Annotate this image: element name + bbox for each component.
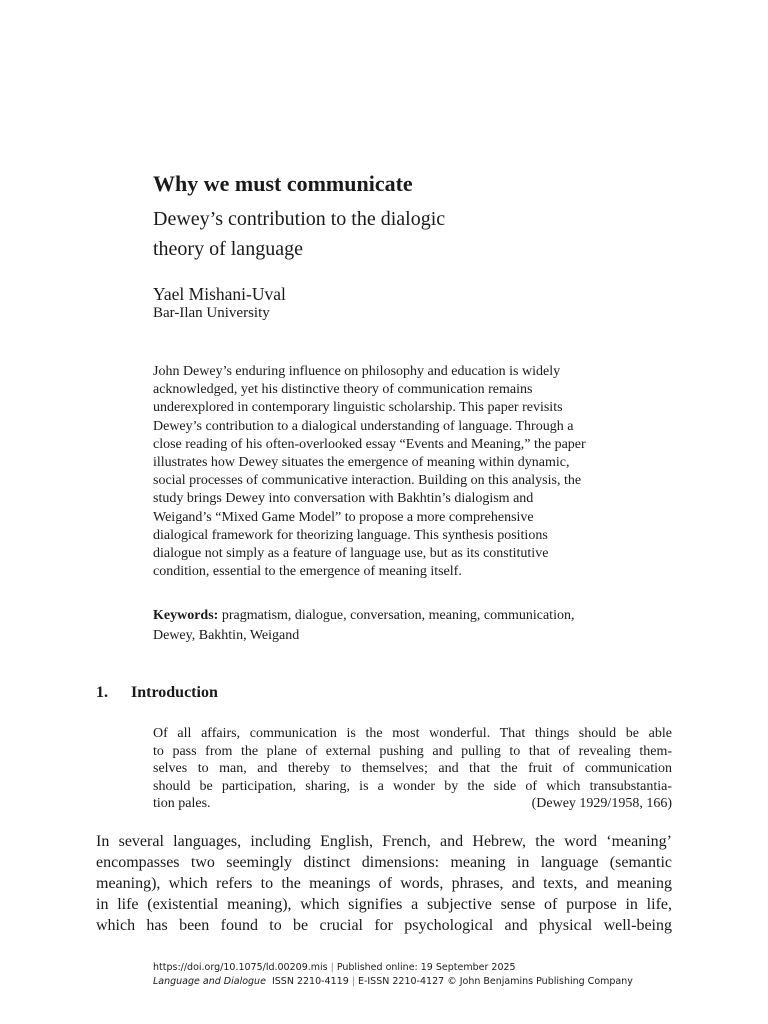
keywords-label: Keywords:	[153, 608, 219, 623]
abstract-line: close reading of his often-overlooked essay “Events and Meaning,” the paper	[153, 436, 586, 452]
abstract-line: Weigand’s “Mixed Game Model” to propose a more comprehensive	[153, 509, 534, 525]
footer-line	[153, 961, 633, 975]
journal-name: Language and Dialogue	[153, 976, 266, 987]
author-name: Yael Mishani-Uval	[153, 284, 286, 304]
abstract-line: condition, essential to the emergence of meaning itself.	[153, 564, 462, 580]
quote-citation: (Dewey 1929/1958, 166)	[531, 796, 672, 811]
quote-line: tion pales.	[153, 796, 211, 811]
article-title: Why we must communicate	[153, 171, 413, 196]
article-subtitle	[153, 204, 445, 264]
quote-last-line	[153, 795, 672, 813]
abstract-line: dialogical framework for theorizing language. This synthesis positions	[153, 527, 548, 543]
quote-line: selves to man, and thereby to themselves; and that the fruit of communication	[153, 761, 672, 776]
body-paragraph	[96, 831, 672, 936]
abstract-line: social processes of communicative interaction. Building on this analysis, the	[153, 473, 582, 489]
eissn: E-ISSN 2210-4127	[357, 976, 445, 987]
copyright: © John Benjamins Publishing Company	[447, 976, 633, 987]
keywords-text: pragmatism, dialogue, conversation, meaning, communication,	[218, 608, 575, 623]
body-line: encompasses two seemingly distinct dimensions: meaning in language (semantic	[96, 854, 672, 871]
separator: |	[330, 962, 334, 973]
published-date: Published online: 19 September 2025	[336, 962, 516, 973]
author-affiliation: Bar-Ilan University	[153, 305, 270, 321]
abstract-line: Dewey’s contribution to a dialogical understanding of language. Through a	[153, 418, 574, 434]
quote-line: should be participation, sharing, is a wonder by the side of which transubstantia-	[153, 778, 672, 794]
quote-line: Of all affairs, communication is the most wonderful. That things should be able	[153, 726, 672, 741]
keywords-line: Dewey, Bakhtin, Weigand	[153, 627, 300, 643]
quote-line: to pass from the plane of external pushing and pulling to that of revealing them-	[153, 743, 672, 759]
abstract-line: illustrates how Dewey situates the emergence of meaning within dynamic,	[153, 455, 570, 471]
abstract-line: John Dewey’s enduring influence on philosophy and education is widely	[153, 364, 561, 379]
body-line: In several languages, including English, French, and Hebrew, the word ‘meaning’	[96, 833, 672, 850]
abstract-line: dialogue not simply as a feature of language use, but as its constitutive	[153, 546, 549, 562]
epigraph-quote	[153, 725, 672, 813]
doi-link[interactable]: https://doi.org/10.1075/ld.00209.mis	[153, 962, 328, 973]
issn: ISSN 2210-4119	[271, 976, 349, 987]
body-line: meaning), which refers to the meanings of words, phrases, and texts, and meaning	[96, 875, 672, 892]
keywords	[153, 606, 574, 645]
abstract-line: underexplored in contemporary linguistic scholarship. This paper revisits	[153, 400, 563, 416]
section-title: Introduction	[131, 684, 218, 701]
abstract	[153, 363, 658, 581]
subtitle-line: Dewey’s contribution to the dialogic	[153, 208, 446, 230]
footer-line	[153, 975, 633, 989]
body-line: in life (existential meaning), which signifies a subjective sense of purpose in life,	[96, 896, 672, 913]
page-footer	[153, 961, 633, 989]
separator: |	[351, 976, 355, 987]
abstract-line: acknowledged, yet his distinctive theory of communication remains	[153, 382, 533, 398]
abstract-line: study brings Dewey into conversation with Bakhtin’s dialogism and	[153, 491, 534, 507]
body-line: which has been found to be crucial for psychological and physical well-being	[96, 917, 672, 934]
subtitle-line: theory of language	[153, 238, 303, 260]
section-number: 1.	[96, 684, 108, 701]
keywords-line	[153, 606, 574, 626]
